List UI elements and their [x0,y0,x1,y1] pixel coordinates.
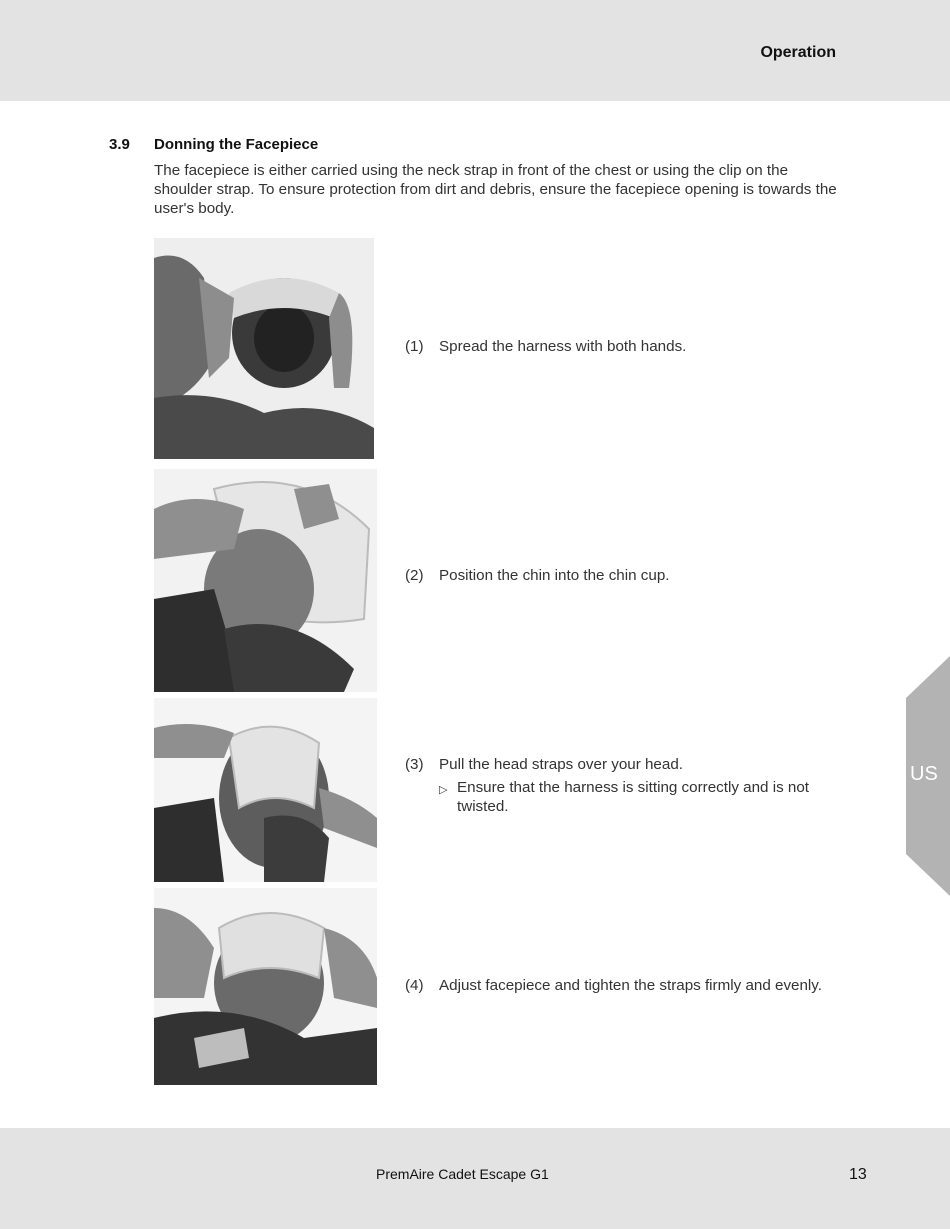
chin-into-chin-cup-icon [154,469,377,692]
step-2-photo [154,469,377,692]
step-4-photo [154,888,377,1085]
triangle-marker-icon: ▷ [439,784,448,796]
step-text: Adjust facepiece and tighten the straps firmly and evenly. [439,977,822,994]
hands-spreading-harness-icon [154,238,374,459]
header-title: Operation [760,44,836,61]
step-3-photo [154,698,377,882]
step-text: Spread the harness with both hands. [439,338,687,355]
step-result-text: Ensure that the harness is sitting correctly and is not twisted. [457,779,810,815]
step-number: (3) [405,756,424,773]
tightening-straps-icon [154,888,377,1085]
page-footer [0,1128,950,1229]
pulling-head-straps-icon [154,698,377,882]
section-intro: The facepiece is either carried using the neck strap in front of the chest or using the clip on the shoulder strap. To ensure protection from dirt and debris, ensure the facepiece opening is towards the user's body. [154,162,837,217]
footer-product-name: PremAire Cadet Escape G1 [376,1166,549,1182]
step-number: (4) [405,977,424,994]
step-number: (2) [405,567,424,584]
section-title: Donning the Facepiece [154,136,319,153]
step-1-photo [154,238,374,459]
page-number: 13 [849,1166,867,1183]
language-tab-label: US [910,763,938,785]
section-number: 3.9 [109,136,130,153]
step-number: (1) [405,338,424,355]
step-text: Position the chin into the chin cup. [439,567,670,584]
step-result [439,778,839,816]
step-text: Pull the head straps over your head. [439,756,683,773]
page-header [0,0,950,101]
